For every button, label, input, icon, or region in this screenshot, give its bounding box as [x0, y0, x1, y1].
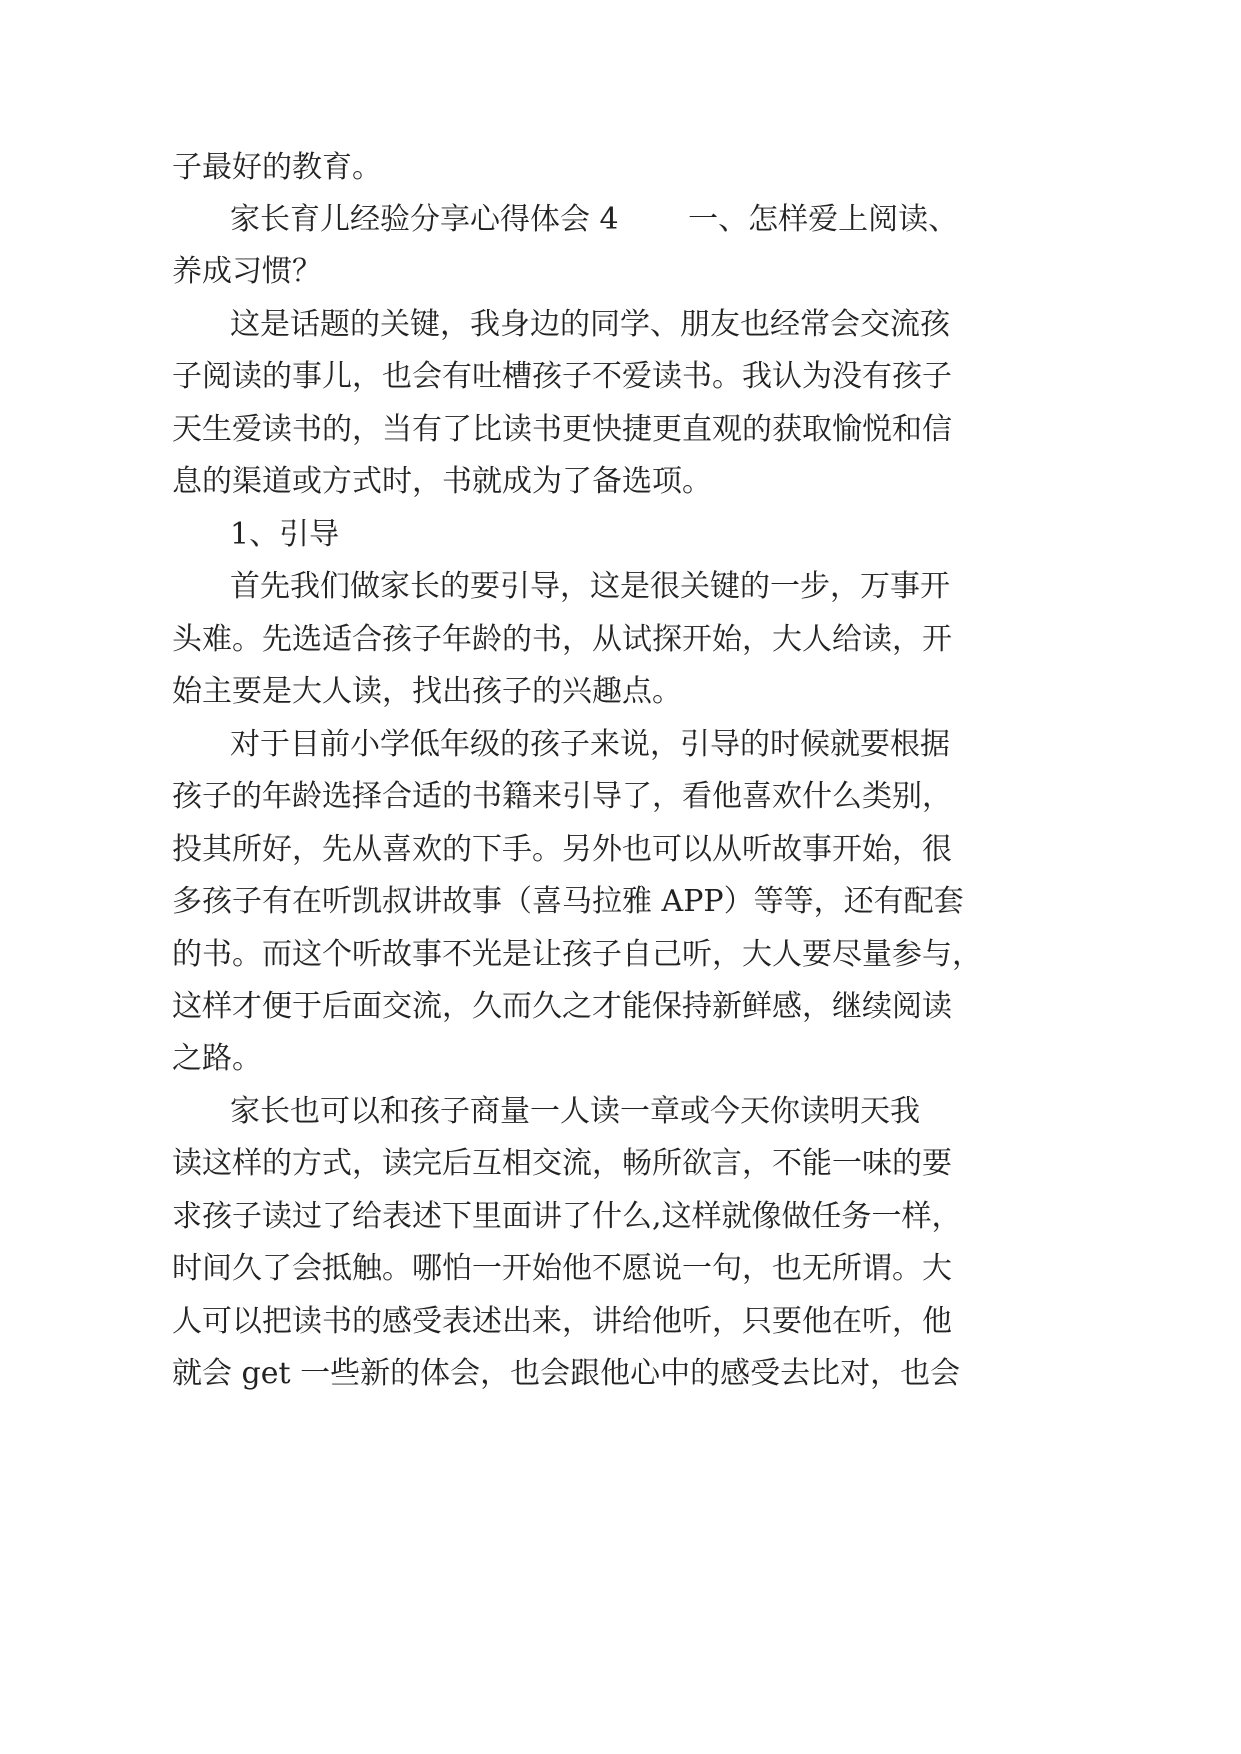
- text-line: 息的渠道或方式时，书就成为了备选项。: [172, 464, 712, 499]
- text-line: 读这样的方式，读完后互相交流，畅所欲言，不能一味的要: [172, 1146, 952, 1181]
- text-line: 孩子的年龄选择合适的书籍来引导了，看他喜欢什么类别，: [172, 779, 952, 814]
- text-line: 的书。而这个听故事不光是让孩子自己听，大人要尽量参与，: [172, 937, 982, 972]
- text-line: 这是话题的关键，我身边的同学、朋友也经常会交流孩: [230, 307, 950, 342]
- text-line: 之路。: [172, 1041, 262, 1076]
- text-line: 子阅读的事儿，也会有吐槽孩子不爱读书。我认为没有孩子: [172, 359, 952, 394]
- text-line: 家长育儿经验分享心得体会 4 一、怎样爱上阅读、: [230, 202, 959, 237]
- text-line: 时间久了会抵触。哪怕一开始他不愿说一句，也无所谓。大: [172, 1251, 952, 1286]
- text-line: 多孩子有在听凯叔讲故事（喜马拉雅 APP）等等，还有配套: [172, 884, 964, 919]
- text-line: 天生爱读书的，当有了比读书更快捷更直观的获取愉悦和信: [172, 412, 952, 447]
- text-line: 人可以把读书的感受表述出来，讲给他听，只要他在听，他: [172, 1304, 952, 1339]
- text-line: 子最好的教育。: [172, 150, 382, 185]
- text-line: 就会 get 一些新的体会，也会跟他心中的感受去比对，也会: [172, 1356, 961, 1391]
- text-line: 求孩子读过了给表述下里面讲了什么,这样就像做任务一样，: [172, 1199, 962, 1234]
- text-line: 家长也可以和孩子商量一人读一章或今天你读明天我: [230, 1094, 920, 1129]
- text-line: 1、引导: [230, 517, 340, 552]
- text-line: 养成习惯？: [172, 254, 322, 289]
- text-line: 这样才便于后面交流，久而久之才能保持新鲜感，继续阅读: [172, 989, 952, 1024]
- text-line: 投其所好，先从喜欢的下手。另外也可以从听故事开始，很: [172, 832, 952, 867]
- text-line: 对于目前小学低年级的孩子来说，引导的时候就要根据: [230, 727, 950, 762]
- text-line: 始主要是大人读，找出孩子的兴趣点。: [172, 674, 682, 709]
- text-line: 头难。先选适合孩子年龄的书，从试探开始，大人给读，开: [172, 622, 952, 657]
- text-line: 首先我们做家长的要引导，这是很关键的一步，万事开: [230, 569, 950, 604]
